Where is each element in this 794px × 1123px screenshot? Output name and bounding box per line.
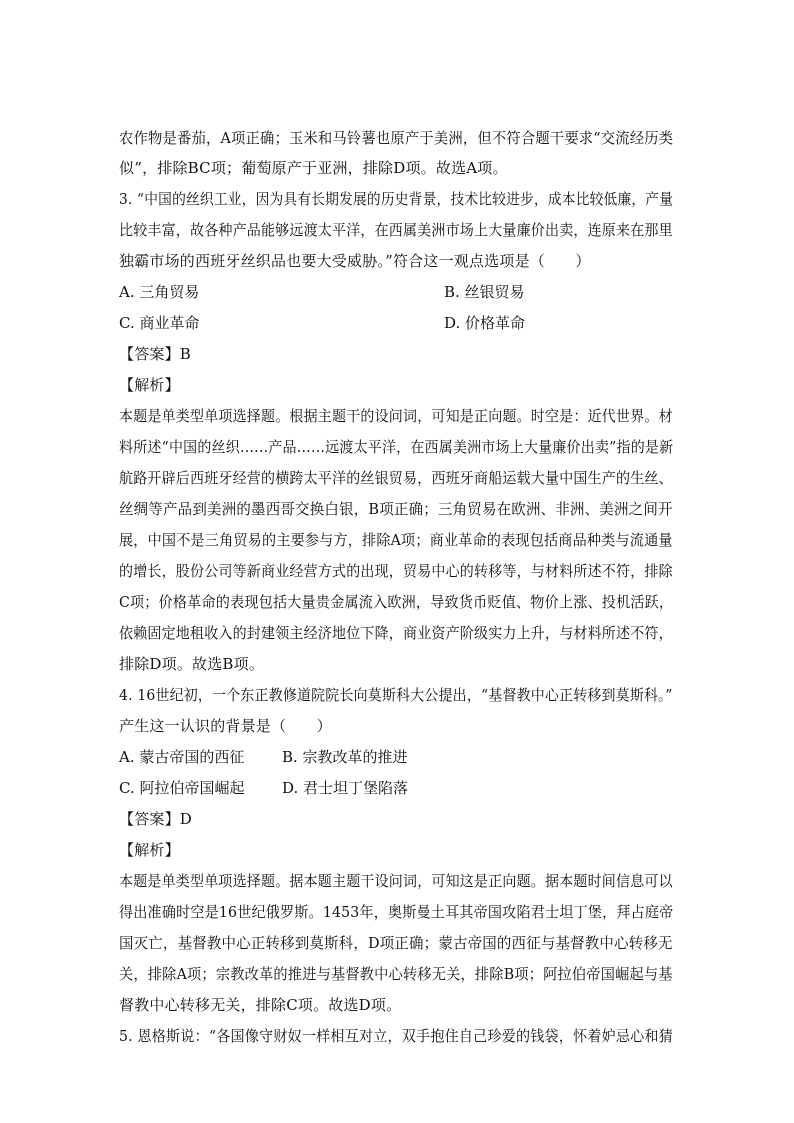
q3-stem-line: 比较丰富，故各种产品能够远渡太平洋，在西属美洲市场上大量廉价出卖，连原来在那里 [119,221,673,239]
q3-analysis-line: 依赖固定地租收入的封建领主经济地位下降，商业资产阶级实力上升，与材料所述不符， [119,624,673,642]
q4-option-d: D. 君士坦丁堡陷落 [282,779,409,797]
prev-analysis-line: 似”，排除BC项；葡萄原产于亚洲，排除D项。故选A项。 [119,159,508,177]
q3-analysis-line: 排除D项。故选B项。 [119,655,265,673]
q4-stem-line: 4. 16世纪初，一个东正教修道院院长向莫斯科大公提出，“基督教中心正转移到莫斯科。” [119,686,673,704]
q4-analysis-line: 关，排除A项；宗教改革的推进与基督教中心转移无关，排除B项；阿拉伯帝国崛起与基 [119,965,673,983]
q4-analysis-line: 督教中心转移无关，排除C项。故选D项。 [119,996,402,1014]
q3-option-a: A. 三角贸易 [119,283,200,301]
q3-stem-line: 3. “中国的丝织工业，因为具有长期发展的历史背景，技术比较进步，成本比较低廉，产量 [119,190,674,208]
q3-answer: 【答案】B [119,345,192,363]
q3-analysis-line: 展，中国不是三角贸易的主要参与方，排除A项；商业革命的表现包括商品种类与流通量 [119,531,673,549]
q4-analysis-line: 得出准确时空是16世纪俄罗斯。1453年，奥斯曼土耳其帝国攻陷君士坦丁堡，拜占庭帝 [119,903,674,921]
q3-analysis-line: C项；价格革命的表现包括大量贵金属流入欧洲，导致货币贬值、物价上涨、投机活跃， [119,593,674,611]
q4-analysis-title: 【解析】 [119,841,180,859]
q4-analysis-line: 国灭亡，基督教中心正转移到莫斯科，D项正确；蒙古帝国的西征与基督教中心转移无 [119,934,673,952]
q4-analysis-line: 本题是单类型单项选择题。据本题主题干设问词，可知这是正向题。据本题时间信息可以 [119,872,673,890]
q4-option-a: A. 蒙古帝国的西征 [119,748,245,766]
q3-analysis-line: 的增长，股份公司等新商业经营方式的出现，贸易中心的转移等，与材料所述不符，排除 [119,562,673,580]
q3-analysis-line: 本题是单类型单项选择题。根据主题干的设问词，可知是正向题。时空是：近代世界。材 [119,407,673,425]
q3-option-b: B. 丝银贸易 [444,283,525,301]
q5-stem-line: 5. 恩格斯说：“各国像守财奴一样相互对立，双手抱住自己珍爱的钱袋，怀着妒忌心和猜 [119,1027,673,1045]
q4-option-b: B. 宗教改革的推进 [282,748,408,766]
q3-option-d: D. 价格革命 [444,314,526,332]
q4-stem-line: 产生这一认识的背景是（ ） [119,717,332,735]
q3-analysis-line: 丝绸等产品到美洲的墨西哥交换白银，B项正确；三角贸易在欧洲、非洲、美洲之间开 [119,500,673,518]
q3-option-c: C. 商业革命 [119,314,200,332]
q3-analysis-line: 航路开辟后西班牙经营的横跨太平洋的丝银贸易，西班牙商船运载大量中国生产的生丝、 [119,469,673,487]
q4-answer: 【答案】D [119,810,193,828]
q4-option-c: C. 阿拉伯帝国崛起 [119,779,245,797]
q3-analysis-line: 料所述“中国的丝织……产品……远渡太平洋，在西属美洲市场上大量廉价出卖”指的是新 [119,438,674,456]
q3-analysis-title: 【解析】 [119,376,180,394]
prev-analysis-line: 农作物是番茄，A项正确；玉米和马铃薯也原产于美洲，但不符合题干要求“交流经历类 [119,129,674,147]
q3-stem-line: 独霸市场的西班牙丝织品也要大受威胁。”符合这一观点选项是（ ） [119,252,591,270]
